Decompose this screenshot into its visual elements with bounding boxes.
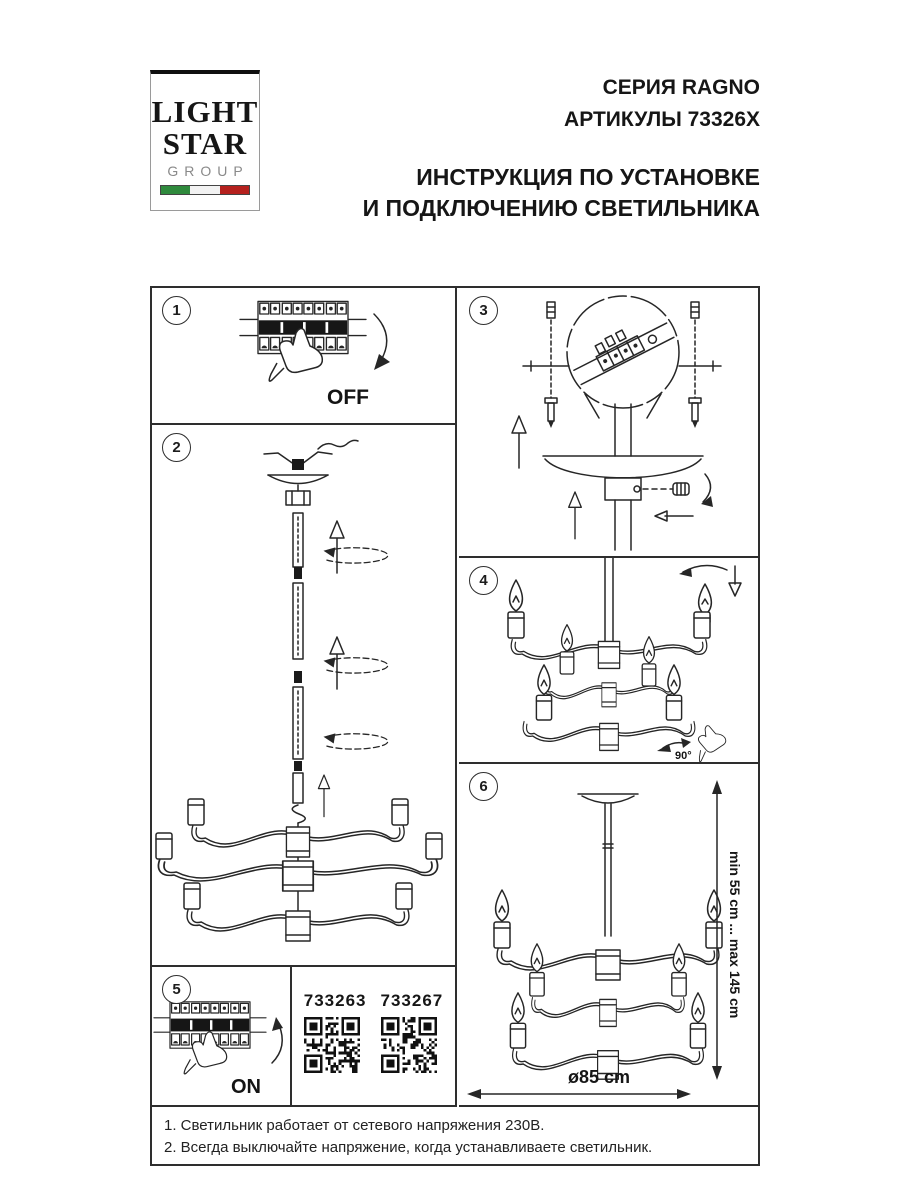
qr-item-left (304, 991, 367, 1073)
step-badge-6: 6 (469, 772, 498, 801)
qr-code-left (304, 1017, 360, 1073)
step-panel-1 (152, 288, 457, 425)
breaker-off-diagram (152, 288, 457, 423)
logo-word-star: STAR (162, 126, 248, 161)
footer-note-1: 1. Светильник работает от сетевого напряжения 230В. (164, 1117, 545, 1134)
logo-word-light: LIGHT (151, 94, 259, 129)
step-panel-5 (152, 967, 292, 1107)
instruction-steps-grid (150, 286, 760, 1166)
instruction-title-block (363, 162, 760, 224)
flag-green-segment (161, 186, 190, 194)
article-code-733263: 733263 (303, 991, 367, 1010)
diameter-dimension-label: ø85 cm (567, 1067, 631, 1087)
logo-italian-flag (160, 185, 250, 195)
rotation-angle-label: 90° (675, 750, 692, 762)
lightstar-logo (150, 70, 260, 211)
footer-notes (152, 1107, 758, 1164)
flag-red-segment (220, 186, 249, 194)
step-badge-2: 2 (162, 433, 191, 462)
series-title: СЕРИЯ RAGNO (602, 76, 760, 99)
final-dimensions-diagram (459, 764, 758, 1105)
qr-item-right (381, 991, 444, 1073)
qr-panel (292, 967, 457, 1107)
flag-white-segment (190, 186, 219, 194)
step-panel-6 (459, 764, 758, 1107)
on-label: ON (231, 1076, 261, 1098)
logo-word-group: GROUP (167, 163, 249, 179)
document-title-block (564, 72, 760, 136)
height-dimension-label: min 55 cm ... max 145 cm (727, 851, 743, 1019)
ceiling-mount-diagram (459, 288, 758, 556)
bulb-installation-diagram (459, 558, 758, 762)
footer-note-2: 2. Всегда выключайте напряжение, когда устанавливаете светильник. (164, 1139, 653, 1156)
step-panel-3 (459, 288, 758, 558)
step-panel-4 (459, 558, 758, 764)
step-badge-1: 1 (162, 296, 191, 325)
step-panel-2 (152, 425, 457, 967)
off-label: OFF (327, 386, 369, 409)
instruction-title-line2: И ПОДКЛЮЧЕНИЮ СВЕТИЛЬНИКА (362, 195, 760, 221)
articles-title: АРТИКУЛЫ 73326X (564, 108, 760, 131)
step-badge-4: 4 (469, 566, 498, 595)
step-badge-5: 5 (162, 975, 191, 1004)
step-badge-3: 3 (469, 296, 498, 325)
rod-assembly-diagram (152, 425, 457, 965)
instruction-title-line1: ИНСТРУКЦИЯ ПО УСТАНОВКЕ (416, 164, 760, 190)
qr-code-right (381, 1017, 437, 1073)
article-code-733267: 733267 (380, 991, 444, 1010)
